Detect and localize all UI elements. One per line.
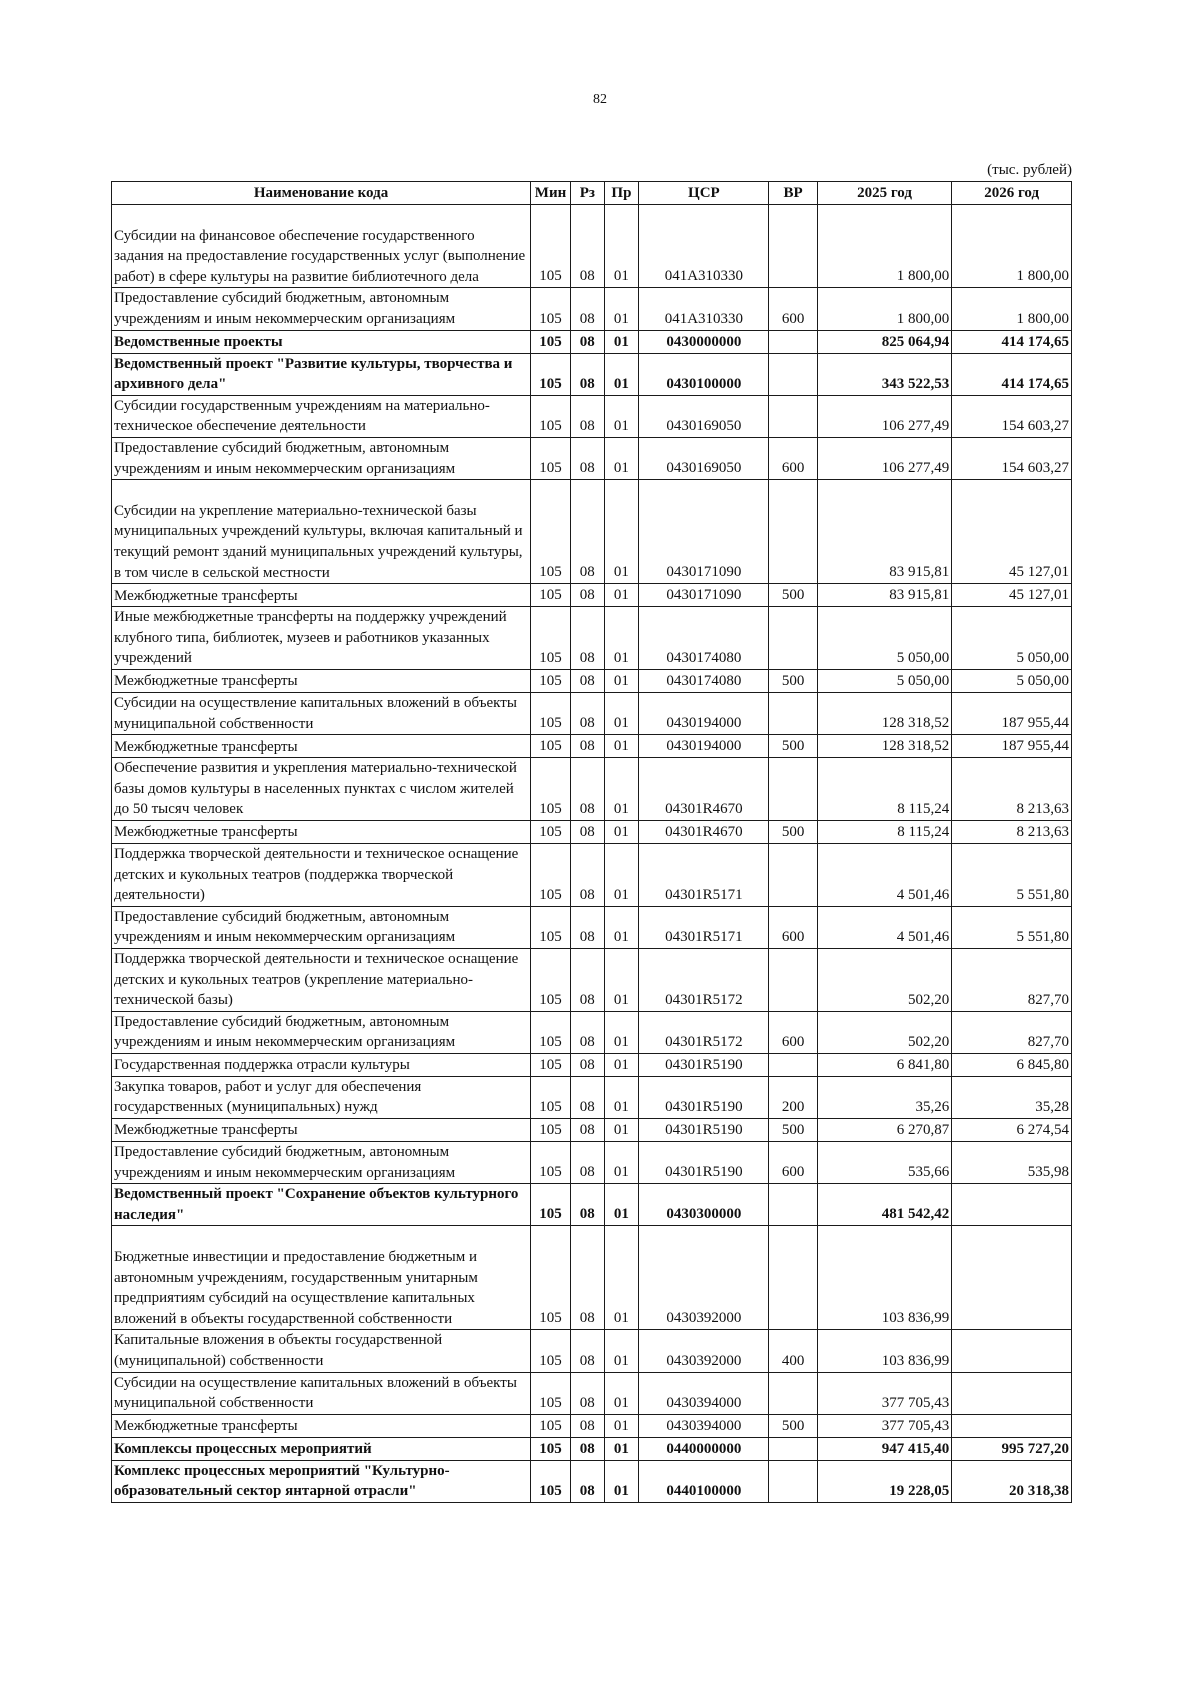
- row-rz: 08: [570, 1330, 604, 1372]
- row-2026: 5 050,00: [952, 669, 1072, 692]
- row-2025: 8 115,24: [817, 820, 951, 843]
- row-csr: 04301R5171: [639, 906, 769, 948]
- row-vr: [769, 692, 817, 734]
- table-row: [112, 1330, 1072, 1372]
- row-pr: 01: [604, 330, 639, 353]
- row-2025: 502,20: [817, 948, 951, 1011]
- row-pr: 01: [604, 906, 639, 948]
- row-pr: 01: [604, 1142, 639, 1184]
- row-name: Субсидии на укрепление материально-технической базы муниципальных учреждений культуры, включая капитальный и текущий ремонт зданий муниципальных учреждений культуры, в том числе в сельской местности: [112, 480, 531, 584]
- table-row: [112, 480, 1072, 584]
- row-2026: 20 318,38: [952, 1460, 1072, 1502]
- row-2026: 1 800,00: [952, 205, 1072, 288]
- row-csr: 04301R5172: [639, 948, 769, 1011]
- row-vr: 400: [769, 1330, 817, 1372]
- row-csr: 0430194000: [639, 692, 769, 734]
- row-csr: 041A310330: [639, 288, 769, 330]
- table-row: [112, 735, 1072, 758]
- row-2025: 343 522,53: [817, 353, 951, 395]
- row-2025: 83 915,81: [817, 480, 951, 584]
- row-pr: 01: [604, 1053, 639, 1076]
- row-2026: 5 050,00: [952, 607, 1072, 670]
- row-rz: 08: [570, 1372, 604, 1414]
- row-name: Субсидии на осуществление капитальных вложений в объекты муниципальной собственности: [112, 692, 531, 734]
- row-rz: 08: [570, 1076, 604, 1118]
- row-csr: 04301R5190: [639, 1076, 769, 1118]
- row-2026: 5 551,80: [952, 843, 1072, 906]
- table-row: [112, 1119, 1072, 1142]
- row-min: 105: [531, 288, 571, 330]
- row-2026: 187 955,44: [952, 735, 1072, 758]
- row-pr: 01: [604, 395, 639, 437]
- row-vr: 500: [769, 669, 817, 692]
- row-csr: 04301R5171: [639, 843, 769, 906]
- row-rz: 08: [570, 437, 604, 479]
- table-row: [112, 1184, 1072, 1226]
- page-number: 82: [593, 92, 607, 107]
- row-pr: 01: [604, 1414, 639, 1437]
- table-row: [112, 607, 1072, 670]
- row-csr: 04301R5190: [639, 1053, 769, 1076]
- row-name: Предоставление субсидий бюджетным, автономным учреждениям и иным некоммерческим организациям: [112, 1011, 531, 1053]
- row-pr: 01: [604, 1437, 639, 1460]
- row-name: Субсидии на финансовое обеспечение государственного задания на предоставление государственных услуг (выполнение работ) в сфере культуры на развитие библиотечного дела: [112, 205, 531, 288]
- row-vr: [769, 395, 817, 437]
- table-row: [112, 843, 1072, 906]
- row-name: Ведомственные проекты: [112, 330, 531, 353]
- row-2026: 5 551,80: [952, 906, 1072, 948]
- row-csr: 0430300000: [639, 1184, 769, 1226]
- row-name: Межбюджетные трансферты: [112, 584, 531, 607]
- row-name: Межбюджетные трансферты: [112, 1119, 531, 1142]
- row-rz: 08: [570, 330, 604, 353]
- row-csr: 04301R5172: [639, 1011, 769, 1053]
- row-rz: 08: [570, 1142, 604, 1184]
- row-pr: 01: [604, 480, 639, 584]
- row-rz: 08: [570, 692, 604, 734]
- row-min: 105: [531, 1119, 571, 1142]
- table-row: [112, 584, 1072, 607]
- row-2025: 1 800,00: [817, 205, 951, 288]
- table-row: [112, 288, 1072, 330]
- row-csr: 04301R5190: [639, 1119, 769, 1142]
- row-2025: 103 836,99: [817, 1330, 951, 1372]
- row-name: Межбюджетные трансферты: [112, 735, 531, 758]
- row-2025: 35,26: [817, 1076, 951, 1118]
- row-2025: 5 050,00: [817, 669, 951, 692]
- row-min: 105: [531, 1076, 571, 1118]
- row-vr: [769, 758, 817, 821]
- row-2026: [952, 1414, 1072, 1437]
- table-row: [112, 1142, 1072, 1184]
- header-csr: ЦСР: [639, 182, 769, 205]
- table-row: [112, 692, 1072, 734]
- row-2025: 1 800,00: [817, 288, 951, 330]
- row-csr: 0430169050: [639, 437, 769, 479]
- row-vr: [769, 607, 817, 670]
- row-min: 105: [531, 1414, 571, 1437]
- row-min: 105: [531, 1184, 571, 1226]
- row-2025: 377 705,43: [817, 1372, 951, 1414]
- row-name: Предоставление субсидий бюджетным, автономным учреждениям и иным некоммерческим организациям: [112, 906, 531, 948]
- row-min: 105: [531, 906, 571, 948]
- row-pr: 01: [604, 1184, 639, 1226]
- row-2026: 45 127,01: [952, 584, 1072, 607]
- row-pr: 01: [604, 948, 639, 1011]
- row-name: Субсидии на осуществление капитальных вложений в объекты муниципальной собственности: [112, 1372, 531, 1414]
- row-2026: 995 727,20: [952, 1437, 1072, 1460]
- row-vr: 600: [769, 1142, 817, 1184]
- units-note: (тыс. рублей): [987, 162, 1072, 178]
- row-vr: [769, 1460, 817, 1502]
- row-min: 105: [531, 480, 571, 584]
- row-rz: 08: [570, 669, 604, 692]
- table-row: [112, 906, 1072, 948]
- row-2025: 5 050,00: [817, 607, 951, 670]
- row-2026: 535,98: [952, 1142, 1072, 1184]
- row-2025: 535,66: [817, 1142, 951, 1184]
- row-min: 105: [531, 1330, 571, 1372]
- row-pr: 01: [604, 1076, 639, 1118]
- row-name: Ведомственный проект "Сохранение объектов культурного наследия": [112, 1184, 531, 1226]
- row-vr: 500: [769, 584, 817, 607]
- row-2026: 414 174,65: [952, 330, 1072, 353]
- row-2025: 106 277,49: [817, 437, 951, 479]
- row-min: 105: [531, 1142, 571, 1184]
- header-2026: 2026 год: [952, 182, 1072, 205]
- row-rz: 08: [570, 843, 604, 906]
- row-2026: [952, 1226, 1072, 1330]
- row-min: 105: [531, 437, 571, 479]
- row-vr: 500: [769, 820, 817, 843]
- table-row: [112, 820, 1072, 843]
- row-csr: 0430171090: [639, 584, 769, 607]
- row-2026: 187 955,44: [952, 692, 1072, 734]
- header-vr: ВР: [769, 182, 817, 205]
- row-pr: 01: [604, 1460, 639, 1502]
- row-2026: 827,70: [952, 948, 1072, 1011]
- row-pr: 01: [604, 607, 639, 670]
- row-csr: 0430174080: [639, 607, 769, 670]
- row-min: 105: [531, 1372, 571, 1414]
- row-pr: 01: [604, 353, 639, 395]
- table-row: [112, 1053, 1072, 1076]
- row-pr: 01: [604, 437, 639, 479]
- row-min: 105: [531, 758, 571, 821]
- table-row: [112, 948, 1072, 1011]
- table-row: [112, 353, 1072, 395]
- table-row: [112, 1076, 1072, 1118]
- table-row: [112, 1460, 1072, 1502]
- row-min: 105: [531, 353, 571, 395]
- row-pr: 01: [604, 820, 639, 843]
- table-row: [112, 1372, 1072, 1414]
- row-vr: 500: [769, 735, 817, 758]
- row-pr: 01: [604, 288, 639, 330]
- row-rz: 08: [570, 584, 604, 607]
- row-rz: 08: [570, 948, 604, 1011]
- row-csr: 04301R4670: [639, 820, 769, 843]
- row-2025: 6 841,80: [817, 1053, 951, 1076]
- row-2025: 4 501,46: [817, 906, 951, 948]
- table-row: [112, 1011, 1072, 1053]
- row-csr: 0430100000: [639, 353, 769, 395]
- row-vr: [769, 205, 817, 288]
- row-2025: 128 318,52: [817, 735, 951, 758]
- row-csr: 04301R4670: [639, 758, 769, 821]
- row-2026: 8 213,63: [952, 758, 1072, 821]
- row-vr: [769, 843, 817, 906]
- row-2025: 947 415,40: [817, 1437, 951, 1460]
- row-csr: 0430394000: [639, 1414, 769, 1437]
- row-vr: [769, 480, 817, 584]
- row-min: 105: [531, 395, 571, 437]
- row-vr: [769, 1184, 817, 1226]
- row-rz: 08: [570, 1226, 604, 1330]
- row-2025: 83 915,81: [817, 584, 951, 607]
- row-2025: 6 270,87: [817, 1119, 951, 1142]
- row-2026: [952, 1372, 1072, 1414]
- row-name: Закупка товаров, работ и услуг для обеспечения государственных (муниципальных) нужд: [112, 1076, 531, 1118]
- row-pr: 01: [604, 205, 639, 288]
- row-vr: 600: [769, 1011, 817, 1053]
- row-pr: 01: [604, 692, 639, 734]
- row-2025: 481 542,42: [817, 1184, 951, 1226]
- row-name: Межбюджетные трансферты: [112, 1414, 531, 1437]
- row-rz: 08: [570, 1460, 604, 1502]
- row-name: Поддержка творческой деятельности и техническое оснащение детских и кукольных театров (укрепление материально-технической базы): [112, 948, 531, 1011]
- row-rz: 08: [570, 1119, 604, 1142]
- row-vr: [769, 1226, 817, 1330]
- row-name: Межбюджетные трансферты: [112, 669, 531, 692]
- row-pr: 01: [604, 1119, 639, 1142]
- row-csr: 04301R5190: [639, 1142, 769, 1184]
- row-csr: 0430169050: [639, 395, 769, 437]
- row-csr: 0430000000: [639, 330, 769, 353]
- row-rz: 08: [570, 288, 604, 330]
- row-pr: 01: [604, 1011, 639, 1053]
- row-pr: 01: [604, 735, 639, 758]
- row-csr: 0430394000: [639, 1372, 769, 1414]
- row-rz: 08: [570, 205, 604, 288]
- row-name: Капитальные вложения в объекты государственной (муниципальной) собственности: [112, 1330, 531, 1372]
- row-min: 105: [531, 1460, 571, 1502]
- row-min: 105: [531, 820, 571, 843]
- table-row: [112, 437, 1072, 479]
- row-min: 105: [531, 1053, 571, 1076]
- row-2026: 414 174,65: [952, 353, 1072, 395]
- row-rz: 08: [570, 480, 604, 584]
- row-min: 105: [531, 330, 571, 353]
- row-rz: 08: [570, 1184, 604, 1226]
- row-vr: [769, 330, 817, 353]
- row-vr: [769, 1053, 817, 1076]
- row-csr: 0440100000: [639, 1460, 769, 1502]
- row-pr: 01: [604, 1330, 639, 1372]
- row-vr: [769, 948, 817, 1011]
- row-pr: 01: [604, 1226, 639, 1330]
- row-2026: 45 127,01: [952, 480, 1072, 584]
- row-2025: 8 115,24: [817, 758, 951, 821]
- row-name: Иные межбюджетные трансферты на поддержку учреждений клубного типа, библиотек, музеев и работников указанных учреждений: [112, 607, 531, 670]
- row-name: Предоставление субсидий бюджетным, автономным учреждениям и иным некоммерческим организациям: [112, 1142, 531, 1184]
- row-name: Обеспечение развития и укрепления материально-технической базы домов культуры в населенных пунктах с числом жителей до 50 тысяч человек: [112, 758, 531, 821]
- row-name: Межбюджетные трансферты: [112, 820, 531, 843]
- row-min: 105: [531, 843, 571, 906]
- row-rz: 08: [570, 607, 604, 670]
- row-vr: 600: [769, 288, 817, 330]
- row-vr: [769, 1437, 817, 1460]
- row-2025: 4 501,46: [817, 843, 951, 906]
- row-name: Комплекс процессных мероприятий "Культурно-образовательный сектор янтарной отрасли": [112, 1460, 531, 1502]
- row-rz: 08: [570, 906, 604, 948]
- table-row: [112, 395, 1072, 437]
- row-min: 105: [531, 692, 571, 734]
- row-2026: 154 603,27: [952, 437, 1072, 479]
- row-2025: 19 228,05: [817, 1460, 951, 1502]
- table-row: [112, 330, 1072, 353]
- row-pr: 01: [604, 669, 639, 692]
- row-pr: 01: [604, 1372, 639, 1414]
- row-2025: 103 836,99: [817, 1226, 951, 1330]
- row-csr: 0430194000: [639, 735, 769, 758]
- row-rz: 08: [570, 1053, 604, 1076]
- row-min: 105: [531, 669, 571, 692]
- row-name: Предоставление субсидий бюджетным, автономным учреждениям и иным некоммерческим организациям: [112, 437, 531, 479]
- row-vr: [769, 1372, 817, 1414]
- row-csr: 041A310330: [639, 205, 769, 288]
- row-vr: 200: [769, 1076, 817, 1118]
- row-2025: 106 277,49: [817, 395, 951, 437]
- row-name: Комплексы процессных мероприятий: [112, 1437, 531, 1460]
- header-rz: Рз: [570, 182, 604, 205]
- row-name: Поддержка творческой деятельности и техническое оснащение детских и кукольных театров (поддержка творческой деятельности): [112, 843, 531, 906]
- table-row: [112, 1226, 1072, 1330]
- row-2026: 827,70: [952, 1011, 1072, 1053]
- row-rz: 08: [570, 395, 604, 437]
- table-header-row: [112, 182, 1072, 205]
- row-min: 105: [531, 1011, 571, 1053]
- row-rz: 08: [570, 353, 604, 395]
- row-2025: 377 705,43: [817, 1414, 951, 1437]
- header-pr: Пр: [604, 182, 639, 205]
- row-name: Бюджетные инвестиции и предоставление бюджетным и автономным учреждениям, государственным унитарным предприятиям субсидий на осуществление капитальных вложений в объекты государственной собственности: [112, 1226, 531, 1330]
- row-vr: 500: [769, 1119, 817, 1142]
- row-name: Субсидии государственным учреждениям на материально-техническое обеспечение деятельности: [112, 395, 531, 437]
- row-2026: [952, 1184, 1072, 1226]
- row-2026: 6 274,54: [952, 1119, 1072, 1142]
- header-name: Наименование кода: [112, 182, 531, 205]
- row-csr: 0430392000: [639, 1330, 769, 1372]
- row-rz: 08: [570, 1011, 604, 1053]
- header-min: Мин: [531, 182, 571, 205]
- row-2025: 128 318,52: [817, 692, 951, 734]
- row-rz: 08: [570, 820, 604, 843]
- row-2026: 8 213,63: [952, 820, 1072, 843]
- header-2025: 2025 год: [817, 182, 951, 205]
- row-name: Предоставление субсидий бюджетным, автономным учреждениям и иным некоммерческим организациям: [112, 288, 531, 330]
- row-2026: 6 845,80: [952, 1053, 1072, 1076]
- table-row: [112, 205, 1072, 288]
- row-pr: 01: [604, 843, 639, 906]
- row-rz: 08: [570, 1414, 604, 1437]
- row-vr: 600: [769, 906, 817, 948]
- row-min: 105: [531, 735, 571, 758]
- row-rz: 08: [570, 1437, 604, 1460]
- row-2025: 825 064,94: [817, 330, 951, 353]
- row-2026: 154 603,27: [952, 395, 1072, 437]
- row-min: 105: [531, 948, 571, 1011]
- row-min: 105: [531, 584, 571, 607]
- row-csr: 0430171090: [639, 480, 769, 584]
- row-vr: [769, 353, 817, 395]
- row-min: 105: [531, 1226, 571, 1330]
- row-name: Государственная поддержка отрасли культуры: [112, 1053, 531, 1076]
- row-csr: 0440000000: [639, 1437, 769, 1460]
- row-2026: [952, 1330, 1072, 1372]
- row-pr: 01: [604, 758, 639, 821]
- budget-table: [111, 181, 1072, 1503]
- row-name: Ведомственный проект "Развитие культуры, творчества и архивного дела": [112, 353, 531, 395]
- row-min: 105: [531, 205, 571, 288]
- row-pr: 01: [604, 584, 639, 607]
- row-min: 105: [531, 607, 571, 670]
- row-rz: 08: [570, 758, 604, 821]
- table-row: [112, 1414, 1072, 1437]
- table-row: [112, 1437, 1072, 1460]
- row-vr: 500: [769, 1414, 817, 1437]
- row-vr: 600: [769, 437, 817, 479]
- row-2025: 502,20: [817, 1011, 951, 1053]
- row-csr: 0430174080: [639, 669, 769, 692]
- row-min: 105: [531, 1437, 571, 1460]
- row-rz: 08: [570, 735, 604, 758]
- table-row: [112, 758, 1072, 821]
- row-csr: 0430392000: [639, 1226, 769, 1330]
- table-row: [112, 669, 1072, 692]
- row-2026: 1 800,00: [952, 288, 1072, 330]
- row-2026: 35,28: [952, 1076, 1072, 1118]
